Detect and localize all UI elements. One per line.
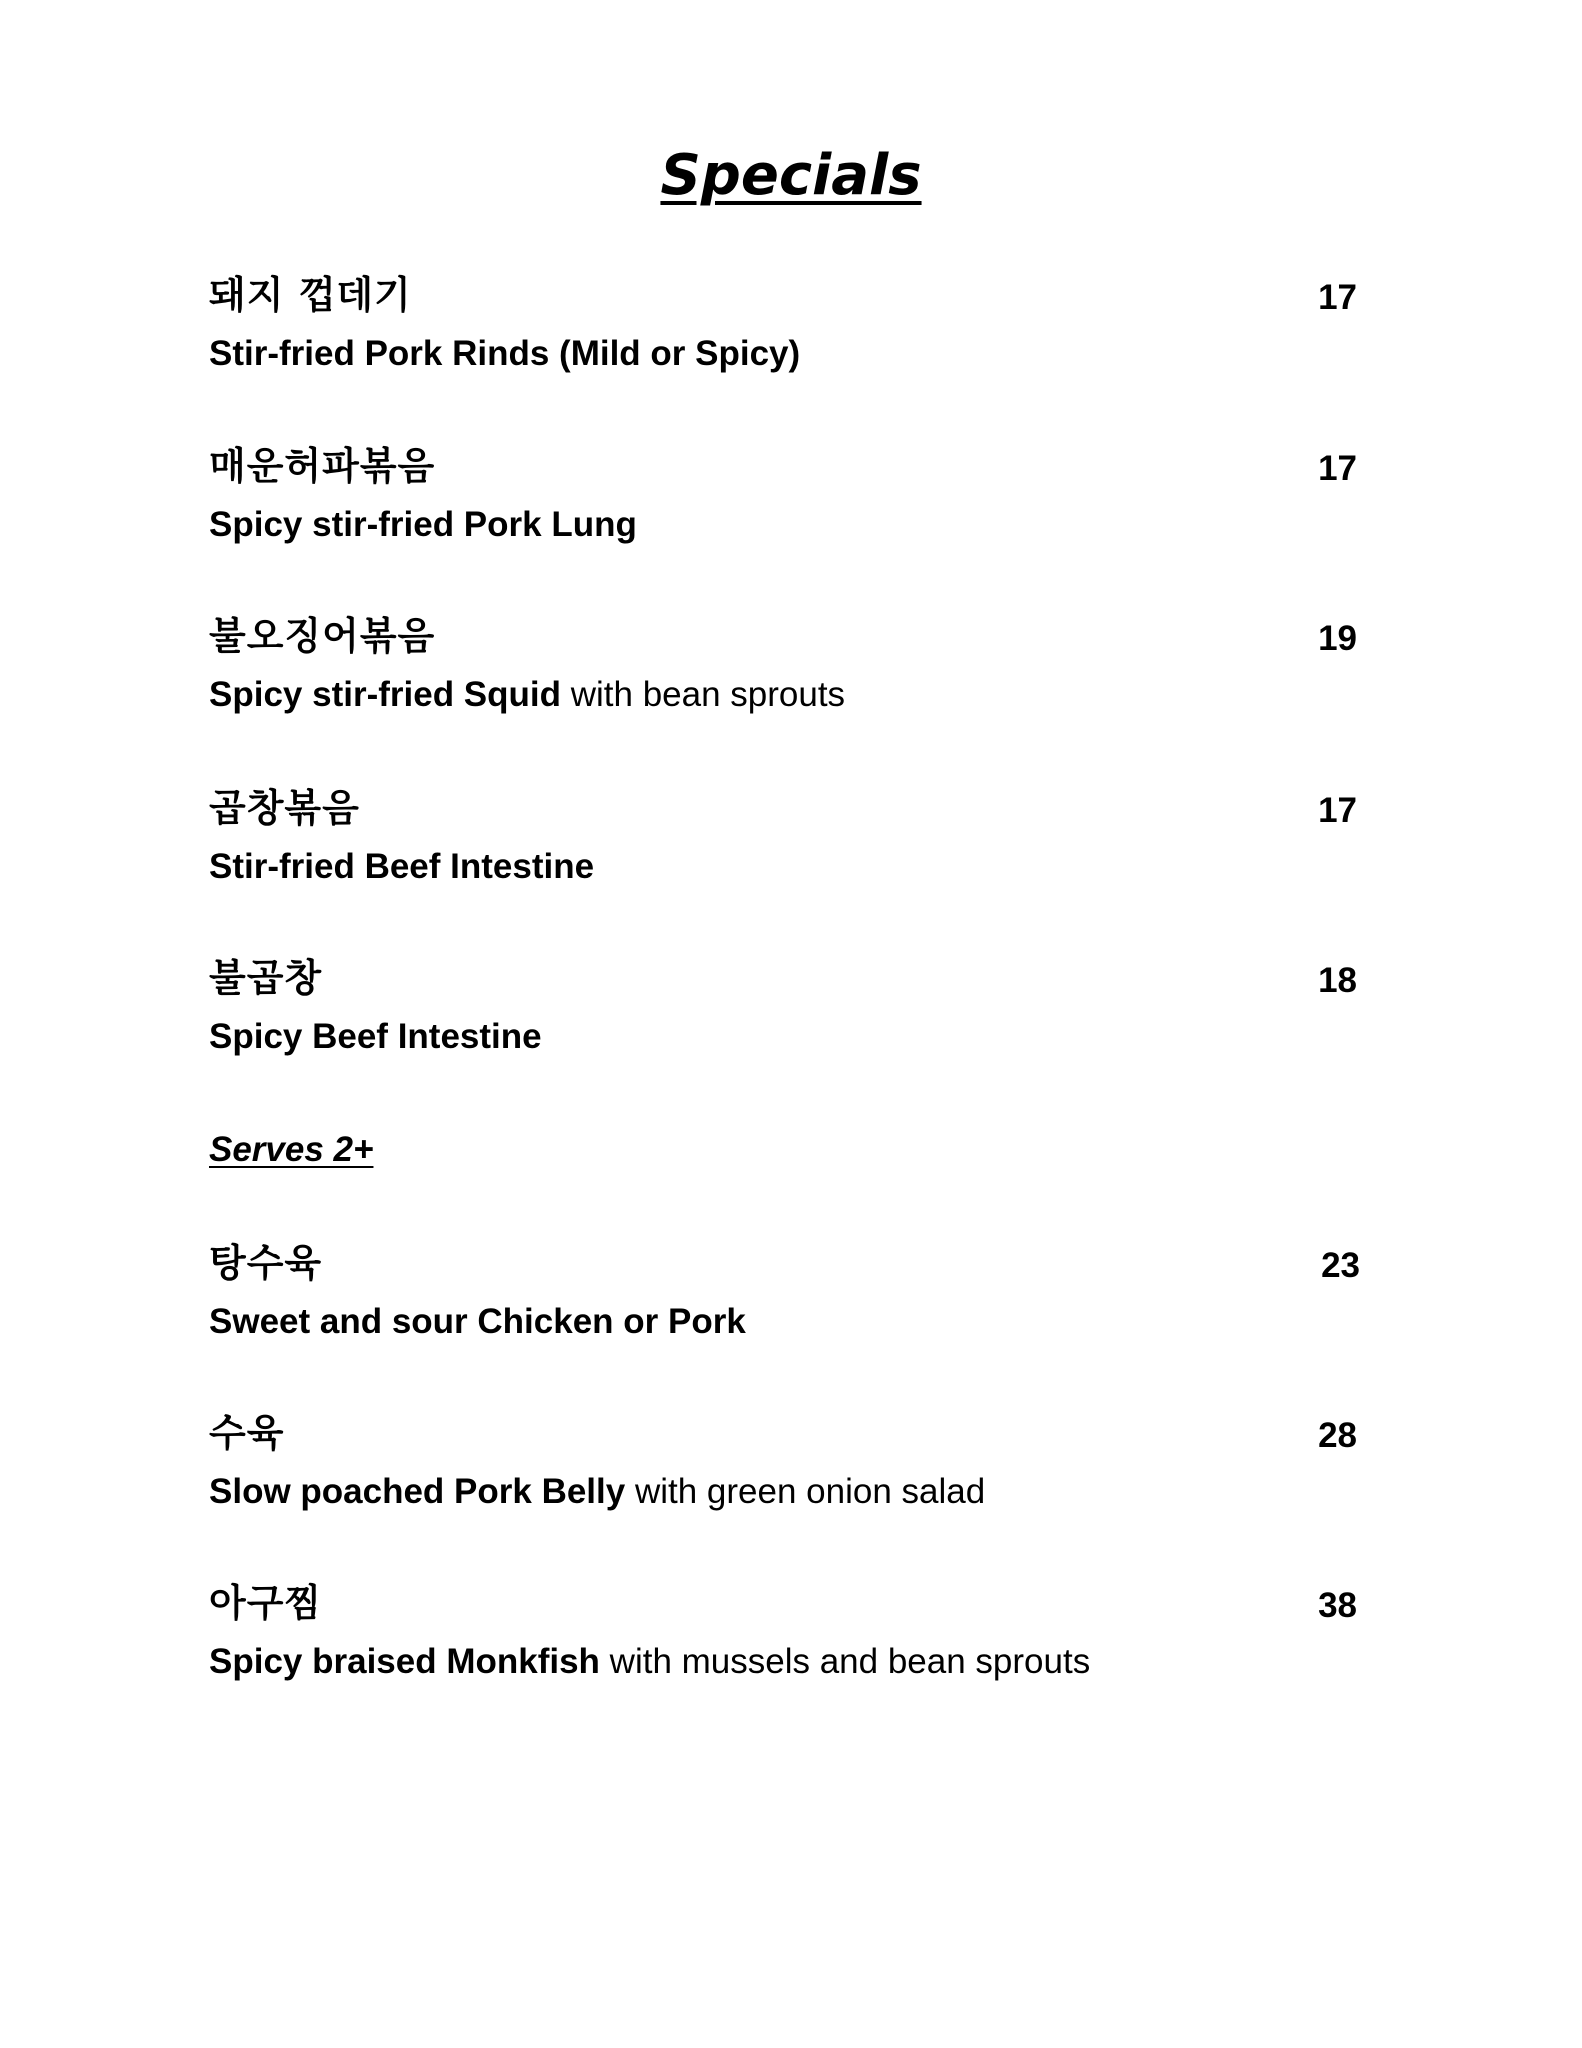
item-price: 23 xyxy=(1321,1246,1360,1285)
item-english-name: Sweet and sour Chicken or Pork xyxy=(209,1302,746,1341)
item-english-name: Slow poached Pork Belly with green onion salad xyxy=(209,1472,986,1511)
item-price: 17 xyxy=(1318,278,1357,317)
page-title: Specials xyxy=(660,143,922,208)
menu-item xyxy=(209,443,1357,553)
item-english-name: Spicy stir-fried Squid with bean sprouts xyxy=(209,675,846,714)
menu-item xyxy=(209,1240,1360,1350)
menu-item xyxy=(209,1580,1357,1690)
menu-item xyxy=(209,613,1357,723)
item-korean-name: 매운허파볶음 xyxy=(209,444,436,488)
item-korean-name: 곱창볶음 xyxy=(209,786,360,830)
item-price: 17 xyxy=(1318,791,1357,830)
item-korean-name: 탕수육 xyxy=(209,1241,323,1285)
item-english-name: Spicy braised Monkfish with mussels and bean sprouts xyxy=(209,1642,1091,1681)
item-english-name: Stir-fried Beef Intestine xyxy=(209,847,595,886)
item-korean-name: 불곱창 xyxy=(209,956,323,1000)
item-price: 19 xyxy=(1318,619,1357,658)
item-korean-name: 수육 xyxy=(209,1411,285,1455)
item-english-name: Spicy stir-fried Pork Lung xyxy=(209,505,637,544)
menu-item xyxy=(209,1410,1357,1520)
item-english-name: Stir-fried Pork Rinds (Mild or Spicy) xyxy=(209,334,801,373)
menu-item xyxy=(209,955,1357,1065)
section-heading: Serves 2+ xyxy=(209,1130,374,1169)
item-price: 38 xyxy=(1318,1586,1357,1625)
item-price: 28 xyxy=(1318,1416,1357,1455)
item-korean-name: 아구찜 xyxy=(209,1581,323,1625)
menu-item xyxy=(209,272,1357,382)
item-price: 17 xyxy=(1318,449,1357,488)
menu-item xyxy=(209,785,1357,895)
item-korean-name: 불오징어볶음 xyxy=(209,614,436,658)
item-english-name: Spicy Beef Intestine xyxy=(209,1017,542,1056)
item-price: 18 xyxy=(1318,961,1357,1000)
item-korean-name: 돼지 껍데기 xyxy=(209,273,412,317)
